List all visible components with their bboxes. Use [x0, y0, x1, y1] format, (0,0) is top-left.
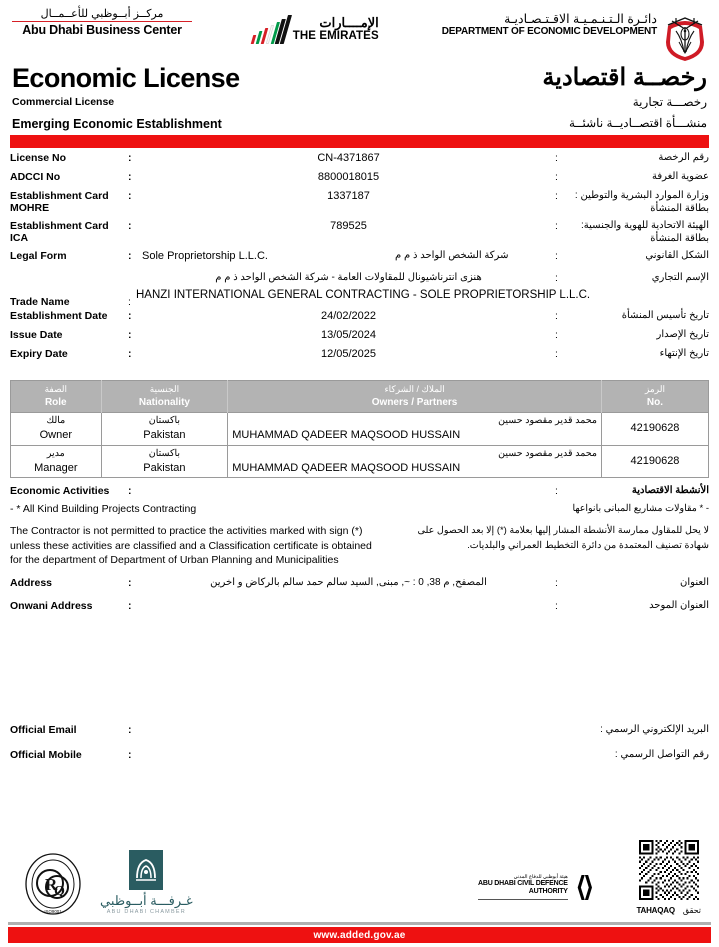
colon-right: : [555, 329, 558, 342]
field-label-onwani-address-arabic: العنوان الموحد [649, 599, 709, 611]
field-value-issue-date: 13/05/2024 [320, 329, 377, 342]
field-label-establishment-card-mohre-arabic: وزارة الموارد البشرية والتوطين : بطاقة المنشأة [574, 190, 709, 214]
page-title-arabic: رخصــة اقتصادية [542, 64, 707, 91]
field-row-trade-name-arabic [10, 268, 709, 287]
table-header-row [11, 381, 709, 413]
field-label-establishment-card-ica: Establishment Card ICA [10, 220, 109, 245]
field-label-adcci-no: ADCCI No [10, 171, 61, 184]
page-title: Economic License [12, 63, 240, 93]
field-label-onwani-address: Onwani Address [10, 599, 93, 612]
field-label-issue-date-arabic: تاريخ الإصدار [656, 329, 709, 341]
column-header-no: الرمز No. [601, 381, 708, 413]
field-label-trade-name-arabic: الإسم التجاري [651, 272, 709, 284]
field-label-license-no-arabic: رقم الرخصة [658, 152, 709, 164]
field-value-address-arabic: المصفح, م 38, 0 : ~, مبنى, السيد سالم حمد سالم بالركاض و اخرين [210, 576, 487, 588]
field-label-establishment-card-mohre: Establishment Card MOHRE [10, 190, 109, 215]
field-row-establishment-card-ica [10, 219, 709, 249]
field-row-official-mobile [10, 748, 709, 767]
field-row-establishment-card-mohre [10, 189, 709, 219]
economic-activities-header: Economic Activities : : الأنشطة الاقتصادية [10, 485, 709, 498]
field-row-onwani-address [10, 599, 709, 618]
colon-right: : [555, 348, 558, 361]
lloyds-register-quality-assurance-logo [24, 853, 82, 915]
field-label-official-mobile-arabic: رقم التواصل الرسمي : [614, 748, 709, 760]
field-label-legal-form-arabic: الشكل القانوني [645, 250, 709, 262]
field-value-establishment-date: 24/02/2022 [320, 310, 377, 323]
colon-left: : [128, 250, 132, 263]
civil-defence-rule [478, 899, 568, 900]
field-label-establishment-date-arabic: تاريخ تأسيس المنشأة [621, 310, 709, 322]
colon-left: : [128, 171, 132, 184]
field-value-adcci-no: 8800018015 [317, 171, 380, 184]
field-row-official-email [10, 723, 709, 742]
colon-left: : [128, 329, 132, 342]
cell-nationality: باكستان Pakistan [101, 413, 228, 446]
field-row-adcci-no [10, 170, 709, 189]
tahaqaq-label-english: TAHAQAQ [636, 906, 675, 915]
adbc-arabic-text: مركــز أبــوظبي للأعــمــال [40, 8, 164, 20]
cell-owner-name: محمد قدير مقصود حسين MUHAMMAD QADEER MAQSOOD HUSSAIN [228, 413, 602, 446]
document-header [8, 0, 711, 62]
cell-no: 42190628 [601, 413, 708, 446]
abu-dhabi-civil-defence-logo [478, 874, 591, 901]
qr-code-icon [639, 840, 699, 900]
tahaqaq-qr-block [636, 840, 701, 915]
column-header-role: الصفة Role [11, 381, 102, 413]
economic-activity-item [10, 500, 709, 515]
field-label-legal-form: Legal Form [10, 250, 67, 263]
table-row [11, 445, 709, 478]
field-value-establishment-card-mohre: 1337187 [327, 190, 370, 203]
column-header-nationality: الجنسية Nationality [101, 381, 228, 413]
field-label-expiry-date: Expiry Date [10, 348, 68, 361]
colon-left: : [128, 220, 132, 233]
colon-left: : [128, 599, 132, 612]
colon-left: : [128, 310, 132, 323]
column-header-owners-partners: الملاك / الشركاء Owners / Partners [228, 381, 602, 413]
colon-left: : [128, 190, 132, 203]
activity-text-arabic: - * مقاولات مشاريع المبانى بانواعها [572, 503, 709, 515]
colon-right: : [555, 272, 558, 285]
colon-right: : [555, 190, 558, 203]
field-value-license-no: CN-4371867 [317, 152, 380, 165]
colon-left: : [128, 576, 132, 589]
emirates-arabic-text: الإمــــارات [319, 15, 379, 31]
civil-defence-arabic-text: هيئة أبوظبي للدفاع المدني [513, 873, 568, 880]
contractor-note-english: The Contractor is not permitted to practice the activities marked with sign (*) unless these activities are classified and a Classification certificate is obtained for the department of Department of Urban Planning and Municipalities [10, 525, 372, 566]
abu-dhabi-chamber-logo [100, 850, 193, 915]
emirates-flag-stripes-icon [251, 14, 292, 44]
contractor-note [10, 515, 709, 567]
field-label-official-email: Official Email [10, 723, 77, 736]
activity-text-english: - * All Kind Building Projects Contracting [10, 503, 197, 516]
title-block [8, 62, 711, 131]
chamber-arabic-text: غـرفـــة أبــوظبي [100, 893, 193, 908]
field-value-legal-form-arabic: شركة الشخص الواحد ذ م م [395, 250, 509, 262]
subtitle-establishment-type: Emerging Economic Establishment [12, 117, 222, 132]
contractor-note-arabic: لا يحل للمقاول ممارسة الأنشطة المشار إليها بعلامة (*) إلا بعد الحصول على شهادة تصنيف المعتمدة من دائرة التخطيط العمراني والبلديات. [417, 525, 709, 551]
colon-right: : [555, 576, 558, 589]
field-label-official-mobile: Official Mobile [10, 748, 82, 761]
field-label-license-no: License No [10, 152, 67, 165]
red-divider-bar [10, 135, 709, 148]
subtitle-commercial-license-arabic: رخصـــة تجارية [632, 94, 707, 109]
colon-right: : [555, 171, 558, 184]
abu-dhabi-business-center-logo [12, 8, 192, 37]
field-label-establishment-card-ica-arabic: الهيئة الاتحادية للهوية والجنسية: بطاقة المنشأة [580, 220, 709, 244]
chamber-mark-icon [129, 850, 163, 890]
field-row-legal-form [10, 249, 709, 268]
owners-partners-table [10, 380, 709, 478]
field-value-establishment-card-ica: 789525 [330, 220, 367, 233]
table-row [11, 413, 709, 446]
emirates-english-text: THE EMIRATES [292, 29, 379, 42]
footer-gray-rule [8, 922, 711, 925]
cell-owner-name: محمد قدير مقصود حسين MUHAMMAD QADEER MAQSOOD HUSSAIN [228, 445, 602, 478]
field-label-address-arabic: العنوان [680, 576, 709, 588]
civil-defence-chevrons-icon: ⟨⟩ [575, 872, 591, 902]
cell-no: 42190628 [601, 445, 708, 478]
field-row-license-no [10, 151, 709, 170]
license-details-section [8, 148, 711, 366]
field-row-address [10, 576, 709, 595]
field-label-official-email-arabic: البريد الإلكتروني الرسمي : [600, 723, 709, 735]
field-row-establishment-date [10, 309, 709, 328]
cell-role: مالك Owner [11, 413, 102, 446]
colon-right: : [555, 152, 558, 165]
field-label-expiry-date-arabic: تاريخ الإنتهاء [659, 348, 709, 360]
colon-left: : [128, 748, 132, 761]
field-value-expiry-date: 12/05/2025 [320, 348, 377, 361]
field-label-adcci-no-arabic: عضوية الغرفة [651, 171, 709, 183]
field-value-trade-name: HANZI INTERNATIONAL GENERAL CONTRACTING - SOLE PROPRIETORSHIP L.L.C. [136, 289, 591, 302]
field-value-legal-form: Sole Proprietorship L.L.C. [142, 250, 268, 263]
field-label-address: Address [10, 576, 53, 589]
tahaqaq-label-arabic: تحقق [682, 906, 701, 915]
colon-right: : [555, 250, 558, 263]
colon-left: : [128, 296, 131, 309]
field-row-expiry-date [10, 347, 709, 366]
chamber-english-text: ABU DHABI CHAMBER [106, 909, 186, 915]
colon-right: : [555, 220, 558, 233]
uae-falcon-emblem-icon [663, 12, 707, 62]
ded-english-text: DEPARTMENT OF ECONOMIC DEVELOPMENT [441, 26, 657, 38]
cell-nationality: باكستان Pakistan [101, 445, 228, 478]
svg-text:· ISO9001 ·: · ISO9001 · [41, 909, 65, 914]
subtitle-commercial-license: Commercial License [12, 96, 115, 109]
ded-logo [442, 12, 707, 62]
svg-text:R: R [45, 875, 58, 894]
field-row-trade-name [10, 287, 709, 309]
field-label-establishment-date: Establishment Date [10, 310, 108, 323]
footer-url-bar: www.added.gov.ae [8, 927, 711, 943]
colon-right: : [555, 599, 558, 612]
field-row-issue-date [10, 328, 709, 347]
adbc-english-text: Abu Dhabi Business Center [22, 23, 182, 38]
colon-left: : [128, 723, 132, 736]
the-emirates-logo [255, 14, 379, 44]
adbc-red-rule [12, 21, 192, 22]
label-economic-activities: Economic Activities [10, 485, 110, 498]
subtitle-establishment-type-arabic: منشـــأة اقتصــاديــة ناشئــة [569, 115, 707, 130]
colon-left: : [128, 348, 132, 361]
cell-role: مدير Manager [11, 445, 102, 478]
field-label-trade-name: Trade Name [10, 296, 70, 309]
civil-defence-english-text-2: AUTHORITY [528, 888, 568, 896]
ded-arabic-text: دائـرة الـتـنـمـيـة الاقـتـصـاديـة [504, 12, 657, 26]
footer-logo-strip [0, 843, 719, 921]
civil-defence-english-text-1: ABU DHABI CIVIL DEFENCE [478, 880, 568, 888]
field-value-trade-name-arabic: هنزى انترناشيونال للمقاولات العامة - شركة الشخص الواحد ذ م م [215, 272, 482, 284]
label-economic-activities-arabic: الأنشطة الاقتصادية [631, 485, 709, 497]
svg-text:Q: Q [54, 884, 65, 899]
economic-activities-section [8, 478, 711, 767]
colon-left: : [128, 152, 132, 165]
colon-right: : [555, 310, 558, 323]
field-label-issue-date: Issue Date [10, 329, 63, 342]
